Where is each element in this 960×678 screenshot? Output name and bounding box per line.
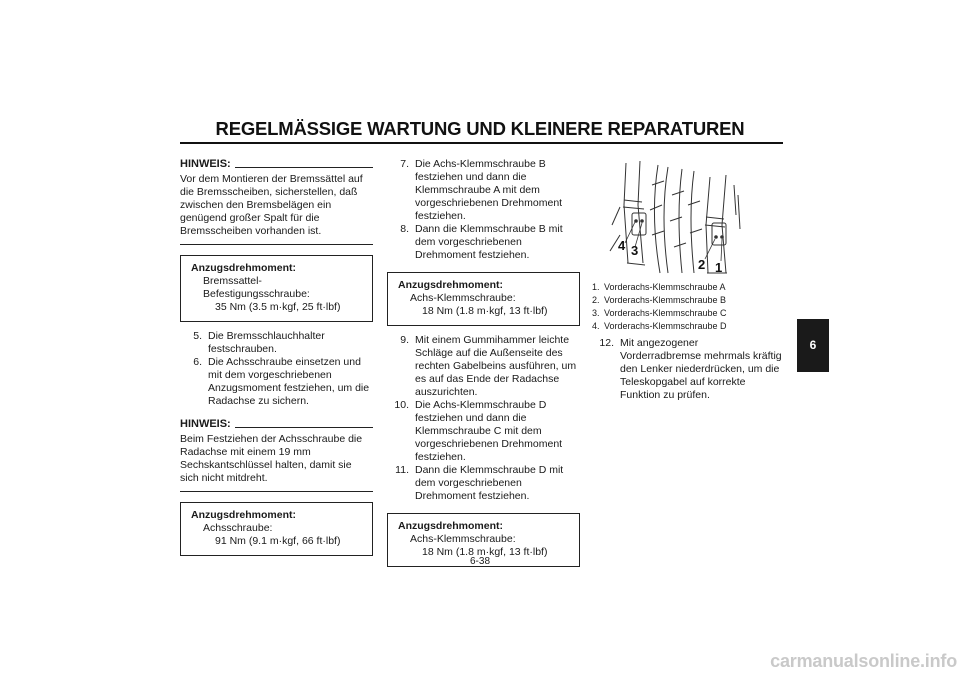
chapter-tab[interactable]: 6 <box>797 319 829 372</box>
torque-item: Bremssattel-Befestigungsschraube: <box>203 275 310 300</box>
note-text: Beim Festziehen der Achsschraube die Radachse mit einem 19 mm Sechskantschlüssel halten, damit sie sich nicht mitdreht. <box>180 433 363 484</box>
torque-item: Achs-Klemmschraube: <box>410 533 516 545</box>
bolt-b <box>714 235 718 239</box>
step-text: Mit angezogener Vorderradbremse mehrmals kräftig den Lenker niederdrücken, um die Teleskopgabel auf korrekte Funktion zu prüfen. <box>620 337 782 401</box>
column-left <box>180 158 373 564</box>
step-item <box>180 330 373 356</box>
torque-box <box>180 502 373 556</box>
step-list <box>387 334 580 503</box>
step-text: Mit einem Gummihammer leichte Schläge auf die Außenseite des rechten Gabelbeins ausführen, um es auf das Ende der Radachse auszurichten. <box>415 334 577 398</box>
step-item <box>180 356 373 408</box>
step-number: 8. <box>400 223 409 235</box>
step-item <box>592 337 782 402</box>
note-heading <box>180 158 373 171</box>
caption-number: 3. <box>592 308 600 318</box>
torque-item: Achs-Klemmschraube: <box>410 292 516 304</box>
fork-drawing <box>598 155 758 280</box>
step-text: Die Achs-Klemmschraube B festziehen und dann die Klemmschraube A mit dem vorgeschriebenen Drehmoment festziehen. <box>415 158 563 222</box>
caption-text: Vorderachs-Klemmschraube A <box>604 282 726 292</box>
caption-item <box>592 307 782 320</box>
torque-value: 18 Nm (1.8 m·kgf, 13 ft·lbf) <box>422 546 548 558</box>
note-label: HINWEIS: <box>180 158 231 170</box>
step-text: Die Achs-Klemmschraube D festziehen und dann die Klemmschraube C mit dem vorgeschriebenen Drehmoment festziehen. <box>415 399 563 463</box>
bolt-a <box>720 235 724 239</box>
step-text: Dann die Klemmschraube D mit dem vorgeschriebenen Drehmoment festziehen. <box>415 464 564 502</box>
torque-value: 91 Nm (9.1 m·kgf, 66 ft·lbf) <box>215 535 341 547</box>
column-middle <box>387 158 580 575</box>
torque-box <box>387 272 580 326</box>
note-rule <box>235 427 373 428</box>
step-item <box>387 464 580 503</box>
note-heading <box>180 418 373 431</box>
callout-4: 4 <box>618 238 626 253</box>
caption-item <box>592 320 782 333</box>
page-number: 6-38 <box>469 556 490 567</box>
step-number: 5. <box>193 330 202 342</box>
callout-2: 2 <box>698 257 706 272</box>
step-item <box>387 158 580 223</box>
note-label: HINWEIS: <box>180 418 231 430</box>
note-text: Vor dem Montieren der Bremssättel auf die Bremsscheiben, sicherstellen, daß zwischen den Bremsbelägen ein genügend großer Spalt für die Bremsscheiben vorhanden ist. <box>180 173 363 237</box>
figure-captions <box>592 281 782 333</box>
callout-1: 1 <box>715 260 723 275</box>
step-number: 9. <box>400 334 409 346</box>
torque-value: 18 Nm (1.8 m·kgf, 13 ft·lbf) <box>422 305 548 317</box>
caption-text: Vorderachs-Klemmschraube B <box>604 295 727 305</box>
note-rule <box>235 167 373 168</box>
caption-text: Vorderachs-Klemmschraube C <box>604 308 727 318</box>
torque-title: Anzugsdrehmoment: <box>191 509 296 521</box>
caption-text: Vorderachs-Klemmschraube D <box>604 321 727 331</box>
step-number: 12. <box>599 337 614 349</box>
step-text: Die Bremsschlauchhalter festschrauben. <box>208 330 325 355</box>
caption-item <box>592 281 782 294</box>
step-item <box>387 334 580 399</box>
title-rule <box>180 142 783 144</box>
torque-value: 35 Nm (3.5 m·kgf, 25 ft·lbf) <box>215 301 341 313</box>
torque-item: Achsschraube: <box>203 522 273 534</box>
step-text: Dann die Klemmschraube B mit dem vorgeschriebenen Drehmoment festziehen. <box>415 223 563 261</box>
page-title: REGELMÄSSIGE WARTUNG UND KLEINERE REPARATUREN <box>215 118 745 139</box>
torque-title: Anzugsdrehmoment: <box>191 262 296 274</box>
torque-box <box>180 255 373 322</box>
step-text: Die Achsschraube einsetzen und mit dem vorgeschriebenen Anzugsmoment festziehen, um die Radachse zu sichern. <box>208 356 370 407</box>
step-list <box>592 337 782 402</box>
step-item <box>387 399 580 464</box>
torque-title: Anzugsdrehmoment: <box>398 279 503 291</box>
callout-3: 3 <box>631 243 639 258</box>
caption-number: 2. <box>592 295 600 305</box>
step-item <box>387 223 580 262</box>
caption-number: 1. <box>592 282 600 292</box>
step-list <box>180 330 373 408</box>
watermark: carmanualsonline.info <box>770 651 957 671</box>
torque-title: Anzugsdrehmoment: <box>398 520 503 532</box>
caption-number: 4. <box>592 321 600 331</box>
step-number: 11. <box>395 464 409 476</box>
step-number: 7. <box>400 158 409 170</box>
note-end-rule <box>180 491 373 492</box>
bolt-c <box>640 219 644 223</box>
step-number: 6. <box>193 356 202 368</box>
caption-item <box>592 294 782 307</box>
step-list <box>387 158 580 262</box>
note-end-rule <box>180 244 373 245</box>
step-number: 10. <box>394 399 409 411</box>
fork-illustration <box>598 155 758 280</box>
